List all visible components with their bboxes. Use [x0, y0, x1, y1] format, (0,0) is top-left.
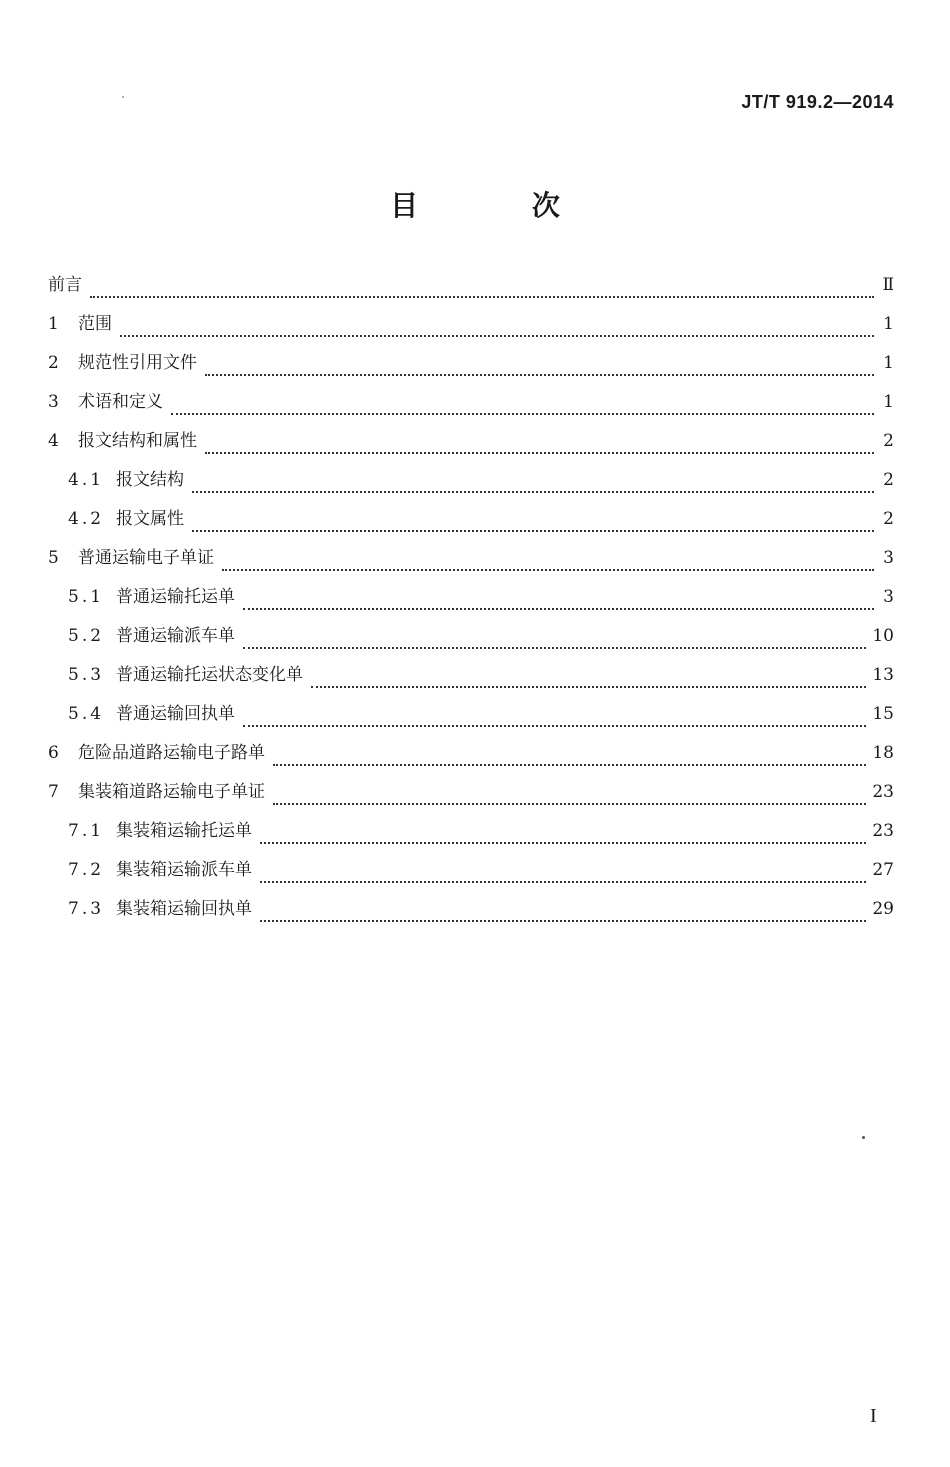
- toc-entry-text: 集装箱道路运输电子单证: [78, 782, 265, 802]
- dot-leader: [205, 451, 874, 454]
- toc-entry-page: 1: [883, 314, 894, 334]
- dot-leader: [120, 334, 874, 337]
- toc-entry-number: 7.1: [68, 821, 105, 841]
- dot-leader: [260, 919, 866, 922]
- dot-leader: [311, 685, 866, 688]
- table-of-contents: [48, 270, 894, 933]
- toc-entry-7-1[interactable]: [48, 816, 894, 855]
- toc-entry-number: 4.1: [68, 470, 105, 490]
- toc-entry-page: 3: [883, 587, 894, 607]
- toc-entry-page: 15: [872, 704, 894, 724]
- scan-speck: [122, 96, 124, 98]
- toc-entry-page: 1: [883, 392, 894, 412]
- toc-entry-text: 普通运输电子单证: [78, 548, 214, 568]
- toc-title: 目 次: [390, 189, 612, 222]
- toc-entry-number: 5.2: [68, 626, 105, 646]
- toc-entry-text: 集装箱运输回执单: [116, 899, 252, 919]
- toc-entry-text: 报文结构和属性: [78, 431, 197, 451]
- scan-speck: [862, 1136, 865, 1139]
- toc-entry-page: 29: [872, 899, 894, 919]
- toc-entry-text: 普通运输派车单: [116, 626, 235, 646]
- toc-entry-3[interactable]: [48, 387, 894, 426]
- toc-entry-5[interactable]: [48, 543, 894, 582]
- dot-leader: [171, 412, 874, 415]
- document-code: JT/T 919.2—2014: [741, 92, 894, 112]
- toc-entry-text: 术语和定义: [78, 392, 163, 412]
- toc-entry-5-2[interactable]: [48, 621, 894, 660]
- toc-entry-number: 2: [48, 353, 60, 373]
- toc-entry-page: 2: [883, 509, 894, 529]
- toc-entry-number: 5.4: [68, 704, 105, 724]
- dot-leader: [273, 802, 866, 805]
- toc-entry-5-3[interactable]: [48, 660, 894, 699]
- toc-entry-5-4[interactable]: [48, 699, 894, 738]
- toc-entry-7-3[interactable]: [48, 894, 894, 933]
- toc-entry-text: 报文属性: [116, 509, 184, 529]
- toc-entry-7[interactable]: [48, 777, 894, 816]
- toc-entry-4-1[interactable]: [48, 465, 894, 504]
- page-number: I: [870, 1405, 877, 1427]
- toc-entry-number: 1: [48, 314, 60, 334]
- toc-entry-6[interactable]: [48, 738, 894, 777]
- toc-entry-7-2[interactable]: [48, 855, 894, 894]
- toc-entry-number: 7: [48, 782, 60, 802]
- toc-entry-number: 5.1: [68, 587, 105, 607]
- toc-entry-1[interactable]: [48, 309, 894, 348]
- toc-entry-number: 6: [48, 743, 60, 763]
- dot-leader: [273, 763, 866, 766]
- toc-entry-text: 集装箱运输派车单: [116, 860, 252, 880]
- toc-entry-5-1[interactable]: [48, 582, 894, 621]
- toc-entry-4-2[interactable]: [48, 504, 894, 543]
- dot-leader: [243, 646, 866, 649]
- toc-entry-number: 4.2: [68, 509, 105, 529]
- toc-entry-page: 23: [872, 821, 894, 841]
- toc-entry-page: 10: [872, 626, 894, 646]
- toc-entry-number: 5.3: [68, 665, 105, 685]
- toc-entry-page: 2: [883, 431, 894, 451]
- toc-entry-page: 2: [883, 470, 894, 490]
- toc-entry-text: 普通运输托运单: [116, 587, 235, 607]
- toc-entry-number: 5: [48, 548, 60, 568]
- toc-entry-text: 前言: [48, 275, 82, 295]
- dot-leader: [192, 490, 874, 493]
- dot-leader: [222, 568, 874, 571]
- dot-leader: [90, 295, 874, 298]
- toc-entry-text: 危险品道路运输电子路单: [78, 743, 265, 763]
- toc-entry-page: 13: [872, 665, 894, 685]
- toc-entry-page: 3: [883, 548, 894, 568]
- toc-entry-number: 3: [48, 392, 60, 412]
- toc-entry-text: 普通运输回执单: [116, 704, 235, 724]
- dot-leader: [243, 607, 874, 610]
- toc-entry-4[interactable]: [48, 426, 894, 465]
- dot-leader: [260, 841, 866, 844]
- toc-entry-text: 集装箱运输托运单: [116, 821, 252, 841]
- toc-entry-text: 普通运输托运状态变化单: [116, 665, 303, 685]
- toc-entry-number: 7.3: [68, 899, 105, 919]
- toc-entry-2[interactable]: [48, 348, 894, 387]
- toc-entry-page: 27: [872, 860, 894, 880]
- dot-leader: [192, 529, 874, 532]
- toc-entry-number: 7.2: [68, 860, 105, 880]
- toc-entry-text: 范围: [78, 314, 112, 334]
- toc-entry-page: 18: [872, 743, 894, 763]
- toc-entry-number: 4: [48, 431, 60, 451]
- dot-leader: [205, 373, 874, 376]
- dot-leader: [260, 880, 866, 883]
- toc-entry-foreword[interactable]: [48, 270, 894, 309]
- toc-entry-page: 23: [872, 782, 894, 802]
- dot-leader: [243, 724, 866, 727]
- toc-entry-text: 报文结构: [116, 470, 184, 490]
- toc-entry-page: Ⅱ: [882, 275, 894, 295]
- toc-entry-page: 1: [883, 353, 894, 373]
- toc-entry-text: 规范性引用文件: [78, 353, 197, 373]
